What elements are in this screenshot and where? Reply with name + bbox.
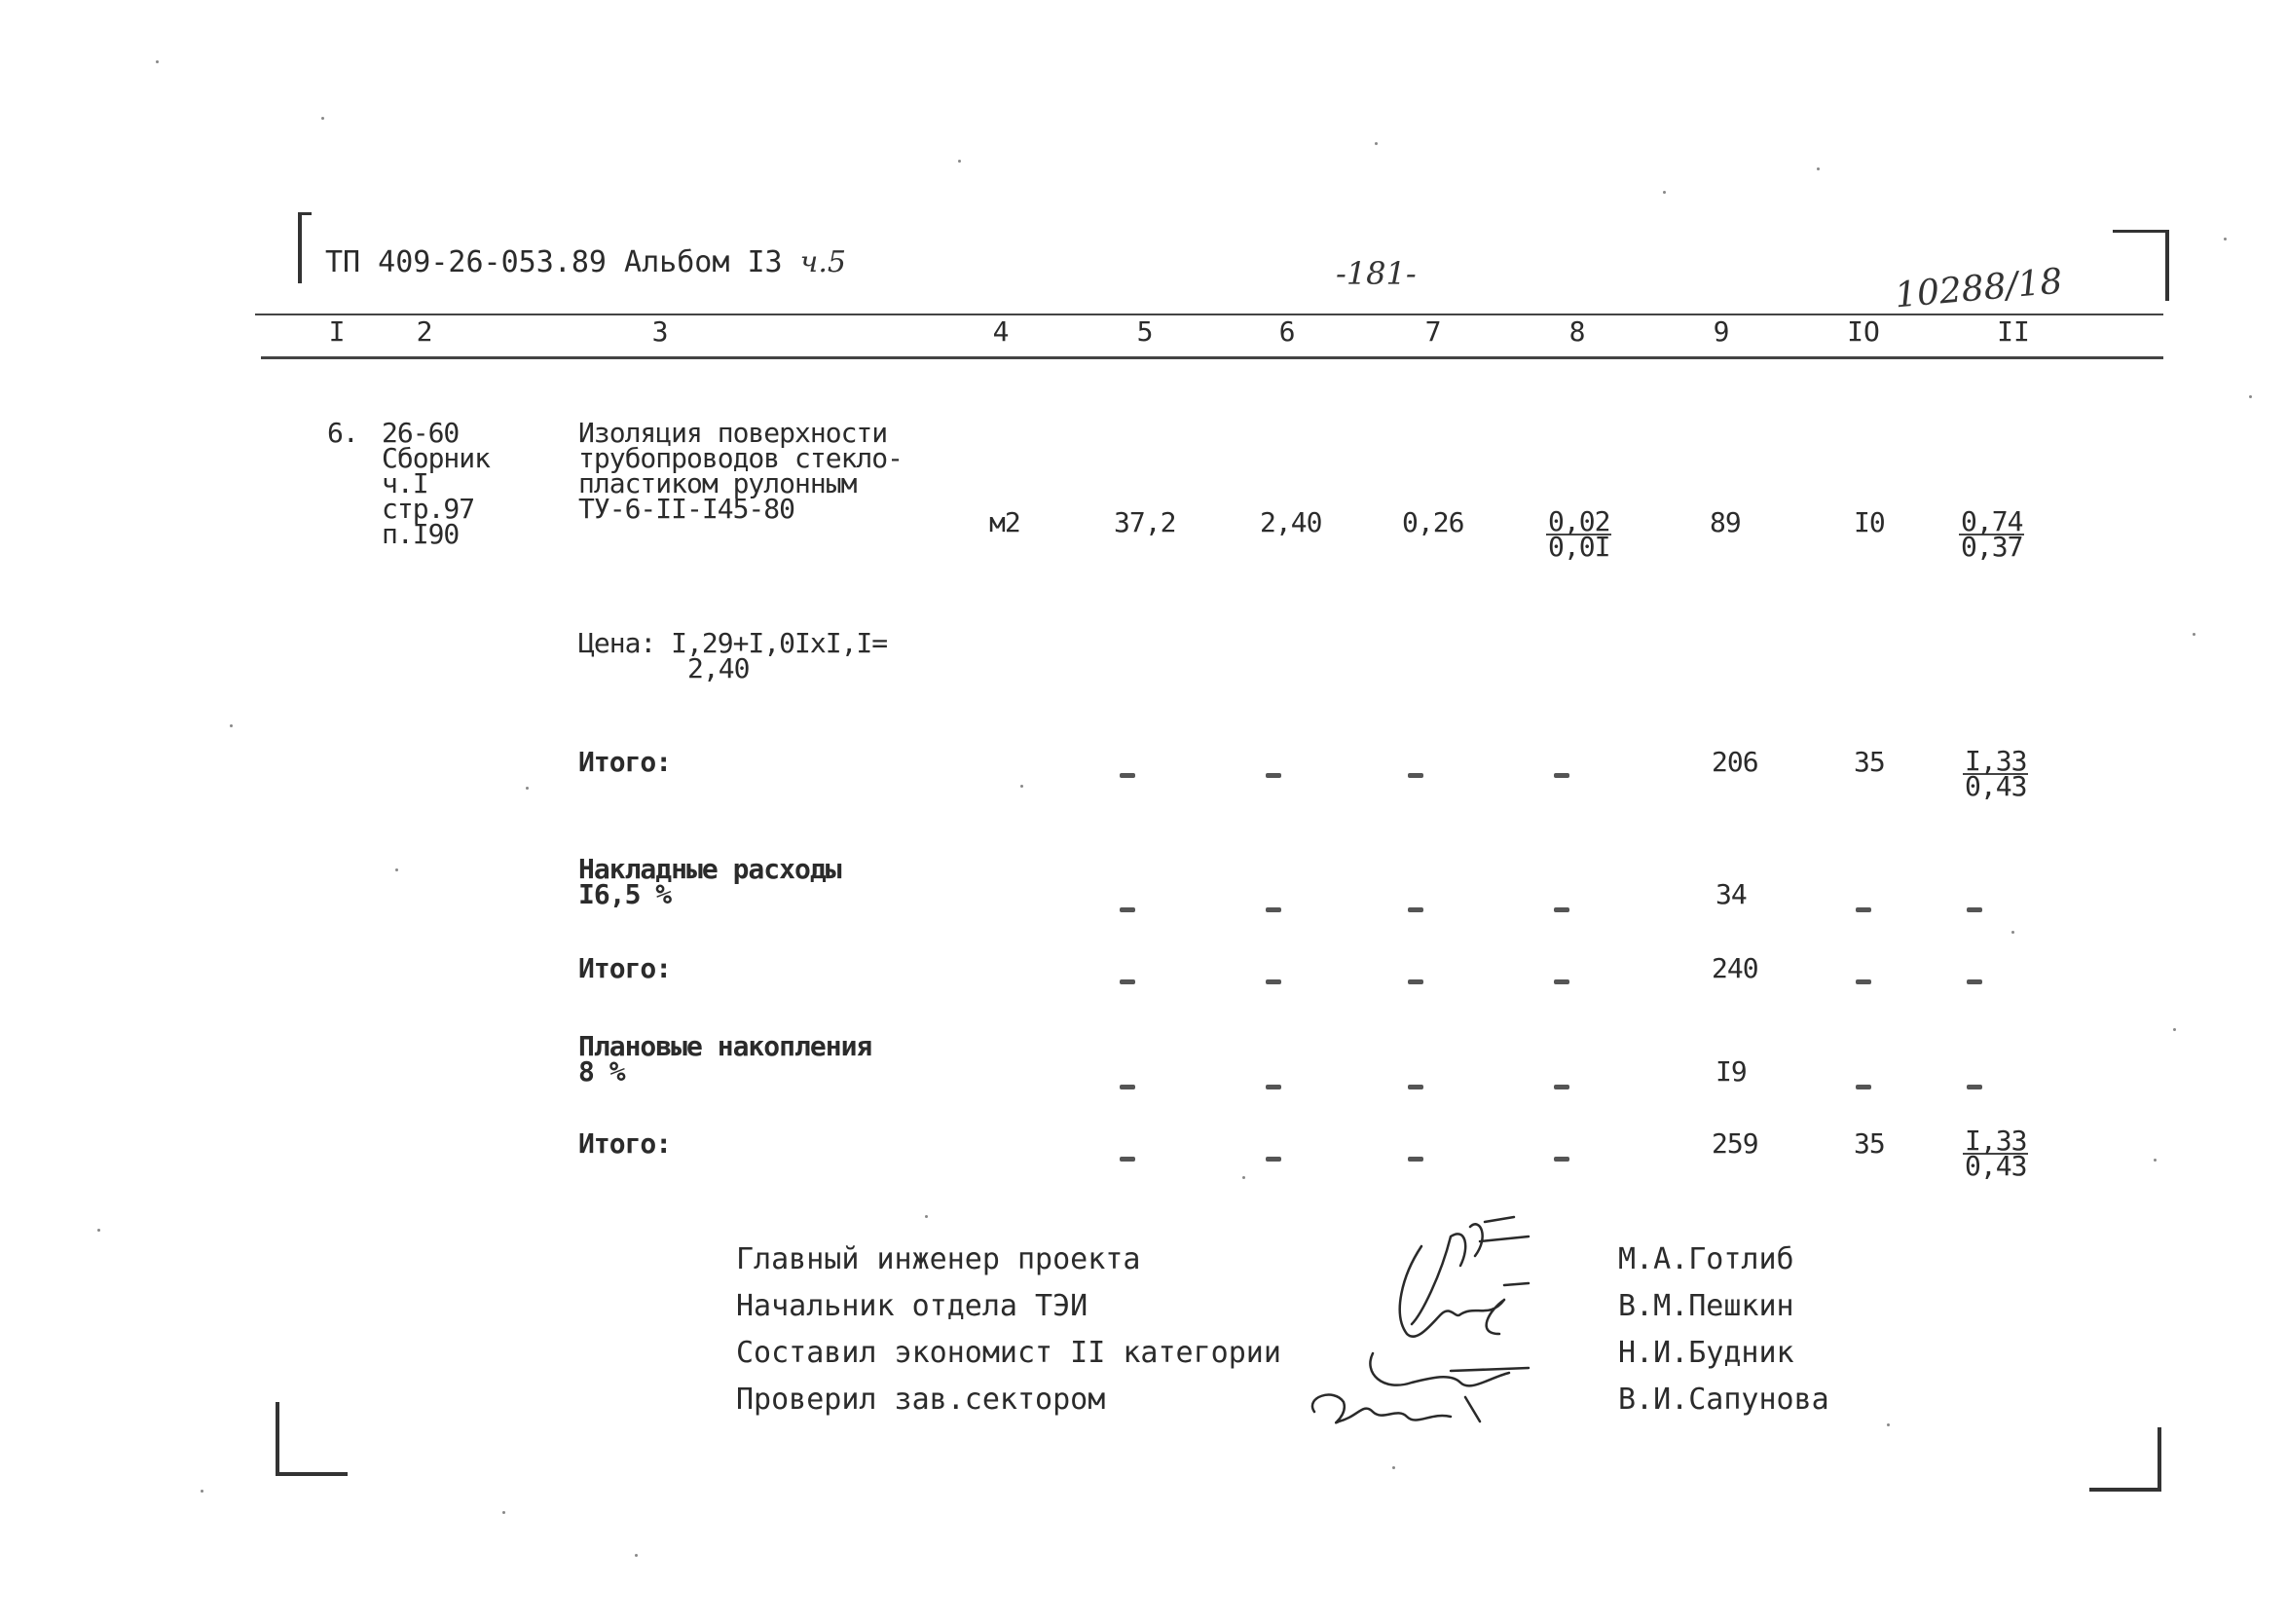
ref-line: п.I90 bbox=[382, 518, 460, 550]
signature-title: Начальник отдела ТЭИ bbox=[736, 1289, 1088, 1323]
entry-col11 bbox=[1959, 505, 2024, 563]
dash-11 bbox=[1967, 970, 1982, 988]
scan-speck bbox=[1375, 142, 1378, 145]
col-4: 4 bbox=[992, 315, 1010, 348]
ref-line: стр.97 bbox=[382, 493, 475, 525]
scan-speck bbox=[97, 1229, 100, 1232]
scan-speck bbox=[925, 1215, 928, 1218]
entry-total-cost: 89 bbox=[1710, 506, 1741, 538]
scan-speck bbox=[1817, 167, 1820, 170]
col-10: IO bbox=[1847, 315, 1880, 348]
signature-name: В.И.Сапунова bbox=[1618, 1383, 1829, 1417]
doc-header bbox=[325, 245, 846, 279]
scan-speck bbox=[635, 1554, 638, 1557]
col-7: 7 bbox=[1424, 315, 1442, 348]
scan-speck bbox=[1887, 1423, 1890, 1426]
desc-line: пластиком рулонным bbox=[578, 467, 857, 499]
entry-col8 bbox=[1546, 505, 1611, 563]
grand-total-col11 bbox=[1963, 1125, 2028, 1182]
corner-bracket-bottom-left bbox=[276, 1402, 348, 1476]
col-9: 9 bbox=[1713, 315, 1730, 348]
col-6: 6 bbox=[1278, 315, 1296, 348]
dash-11 bbox=[1967, 898, 1982, 916]
scan-speck bbox=[2224, 238, 2227, 240]
planned-savings-rate: 8 % bbox=[578, 1055, 625, 1088]
overhead-total-cost: 34 bbox=[1715, 878, 1747, 910]
ref-line: ч.I bbox=[382, 467, 428, 499]
dash-6 bbox=[1266, 898, 1281, 916]
dash-8 bbox=[1554, 763, 1569, 782]
dash-5 bbox=[1120, 970, 1135, 988]
fraction-numerator: 0,02 bbox=[1548, 505, 1610, 537]
dash-5 bbox=[1120, 898, 1135, 916]
fraction-numerator: 0,74 bbox=[1961, 505, 2023, 537]
overhead-label bbox=[578, 853, 841, 910]
scan-speck bbox=[526, 787, 529, 790]
ref-line: 26-60 bbox=[382, 417, 460, 449]
dash-8 bbox=[1554, 1147, 1569, 1165]
page-number: -181- bbox=[1336, 255, 1417, 292]
dash-8 bbox=[1554, 1075, 1569, 1093]
scan-speck bbox=[502, 1511, 505, 1514]
scan-speck bbox=[156, 60, 159, 63]
entry-reference bbox=[382, 417, 491, 550]
entry-description bbox=[578, 417, 904, 525]
dash-7 bbox=[1408, 970, 1423, 988]
dash-6 bbox=[1266, 1075, 1281, 1093]
fraction-numerator: I,33 bbox=[1965, 745, 2027, 777]
signature-title: Главный инженер проекта bbox=[736, 1242, 1141, 1276]
dash-10 bbox=[1856, 898, 1871, 916]
corner-bracket-bottom-right bbox=[2089, 1427, 2161, 1492]
scan-speck bbox=[1663, 191, 1666, 194]
dash-6 bbox=[1266, 970, 1281, 988]
grand-total-cost: 259 bbox=[1712, 1127, 1758, 1160]
archive-number: 10288/18 bbox=[1893, 261, 2064, 316]
fraction-denominator: 0,0I bbox=[1548, 531, 1610, 563]
dash-6 bbox=[1266, 763, 1281, 782]
scan-speck bbox=[230, 724, 233, 727]
dash-10 bbox=[1856, 970, 1871, 988]
col-8: 8 bbox=[1568, 315, 1586, 348]
scan-speck bbox=[2173, 1028, 2176, 1031]
fraction-denominator: 0,43 bbox=[1965, 1150, 2027, 1182]
entry-unit: м2 bbox=[989, 506, 1020, 538]
desc-line: Изоляция поверхности bbox=[578, 417, 888, 449]
dash-8 bbox=[1554, 970, 1569, 988]
fraction-denominator: 0,43 bbox=[1965, 770, 2027, 802]
corner-bracket-top-left bbox=[298, 212, 312, 283]
fraction-numerator: I,33 bbox=[1965, 1125, 2027, 1157]
dash-10 bbox=[1856, 1075, 1871, 1093]
grand-total-col10: 35 bbox=[1854, 1127, 1885, 1160]
signature-name: Н.И.Будник bbox=[1618, 1336, 1794, 1370]
signature-name: М.А.Готлиб bbox=[1618, 1242, 1794, 1276]
part-number: ч.5 bbox=[799, 245, 846, 279]
scan-speck bbox=[2154, 1159, 2157, 1162]
entry-number: 6. bbox=[327, 417, 358, 449]
price-formula bbox=[578, 627, 888, 684]
signature-titles bbox=[736, 1236, 1281, 1423]
dash-7 bbox=[1408, 763, 1423, 782]
col-3: 3 bbox=[651, 315, 669, 348]
scan-speck bbox=[2249, 395, 2252, 398]
subtotal-label: Итого: bbox=[578, 746, 672, 778]
header-rule-bottom bbox=[261, 356, 2163, 359]
planned-savings-total-cost: I9 bbox=[1715, 1055, 1747, 1088]
dash-7 bbox=[1408, 898, 1423, 916]
scan-speck bbox=[321, 117, 324, 120]
dash-5 bbox=[1120, 763, 1135, 782]
signature-name: В.М.Пешкин bbox=[1618, 1289, 1794, 1323]
desc-line: ТУ-6-II-I45-80 bbox=[578, 493, 795, 525]
price-line: 2,40 bbox=[687, 652, 750, 684]
col-1: I bbox=[328, 315, 346, 348]
entry-col10: I0 bbox=[1854, 506, 1885, 538]
scan-speck bbox=[1392, 1466, 1395, 1469]
doc-code: ТП 409-26-053.89 Альбом I3 bbox=[325, 245, 783, 279]
overhead-title: Накладные расходы bbox=[578, 853, 841, 885]
entry-labor: 0,26 bbox=[1402, 506, 1464, 538]
subtotal-total-cost: 206 bbox=[1712, 746, 1758, 778]
dash-7 bbox=[1408, 1147, 1423, 1165]
scan-speck bbox=[201, 1490, 203, 1493]
signature-title: Составил экономист II категории bbox=[736, 1336, 1281, 1370]
handwritten-signatures bbox=[1305, 1207, 1616, 1441]
fraction-denominator: 0,37 bbox=[1961, 531, 2023, 563]
grand-total-label: Итого: bbox=[578, 1127, 672, 1160]
dash-6 bbox=[1266, 1147, 1281, 1165]
signature-names bbox=[1618, 1236, 1829, 1423]
dash-11 bbox=[1967, 1075, 1982, 1093]
dash-5 bbox=[1120, 1075, 1135, 1093]
entry-quantity: 37,2 bbox=[1114, 506, 1176, 538]
signature-title: Проверил зав.сектором bbox=[736, 1383, 1106, 1417]
scan-speck bbox=[395, 868, 398, 871]
entry-unit-price: 2,40 bbox=[1260, 506, 1322, 538]
scan-speck bbox=[1020, 785, 1023, 788]
scan-speck bbox=[958, 160, 961, 163]
price-line: Цена: I,29+I,0IxI,I= bbox=[578, 627, 888, 659]
scan-speck bbox=[2011, 931, 2014, 934]
col-2: 2 bbox=[416, 315, 433, 348]
subtotal-2-total-cost: 240 bbox=[1712, 952, 1758, 984]
scan-speck bbox=[1242, 1176, 1245, 1179]
subtotal-2-label: Итого: bbox=[578, 952, 672, 984]
dash-8 bbox=[1554, 898, 1569, 916]
ref-line: Сборник bbox=[382, 442, 491, 474]
dash-7 bbox=[1408, 1075, 1423, 1093]
col-11: II bbox=[1997, 315, 2030, 348]
col-5: 5 bbox=[1136, 315, 1154, 348]
subtotal-col11 bbox=[1963, 745, 2028, 802]
scan-speck bbox=[2193, 633, 2195, 636]
subtotal-col10: 35 bbox=[1854, 746, 1885, 778]
planned-savings-title: Плановые накопления bbox=[578, 1030, 872, 1062]
planned-savings-label bbox=[578, 1030, 872, 1088]
desc-line: трубопроводов стекло- bbox=[578, 442, 904, 474]
dash-5 bbox=[1120, 1147, 1135, 1165]
overhead-rate: I6,5 % bbox=[578, 878, 672, 910]
corner-bracket-top-right bbox=[2113, 230, 2169, 301]
